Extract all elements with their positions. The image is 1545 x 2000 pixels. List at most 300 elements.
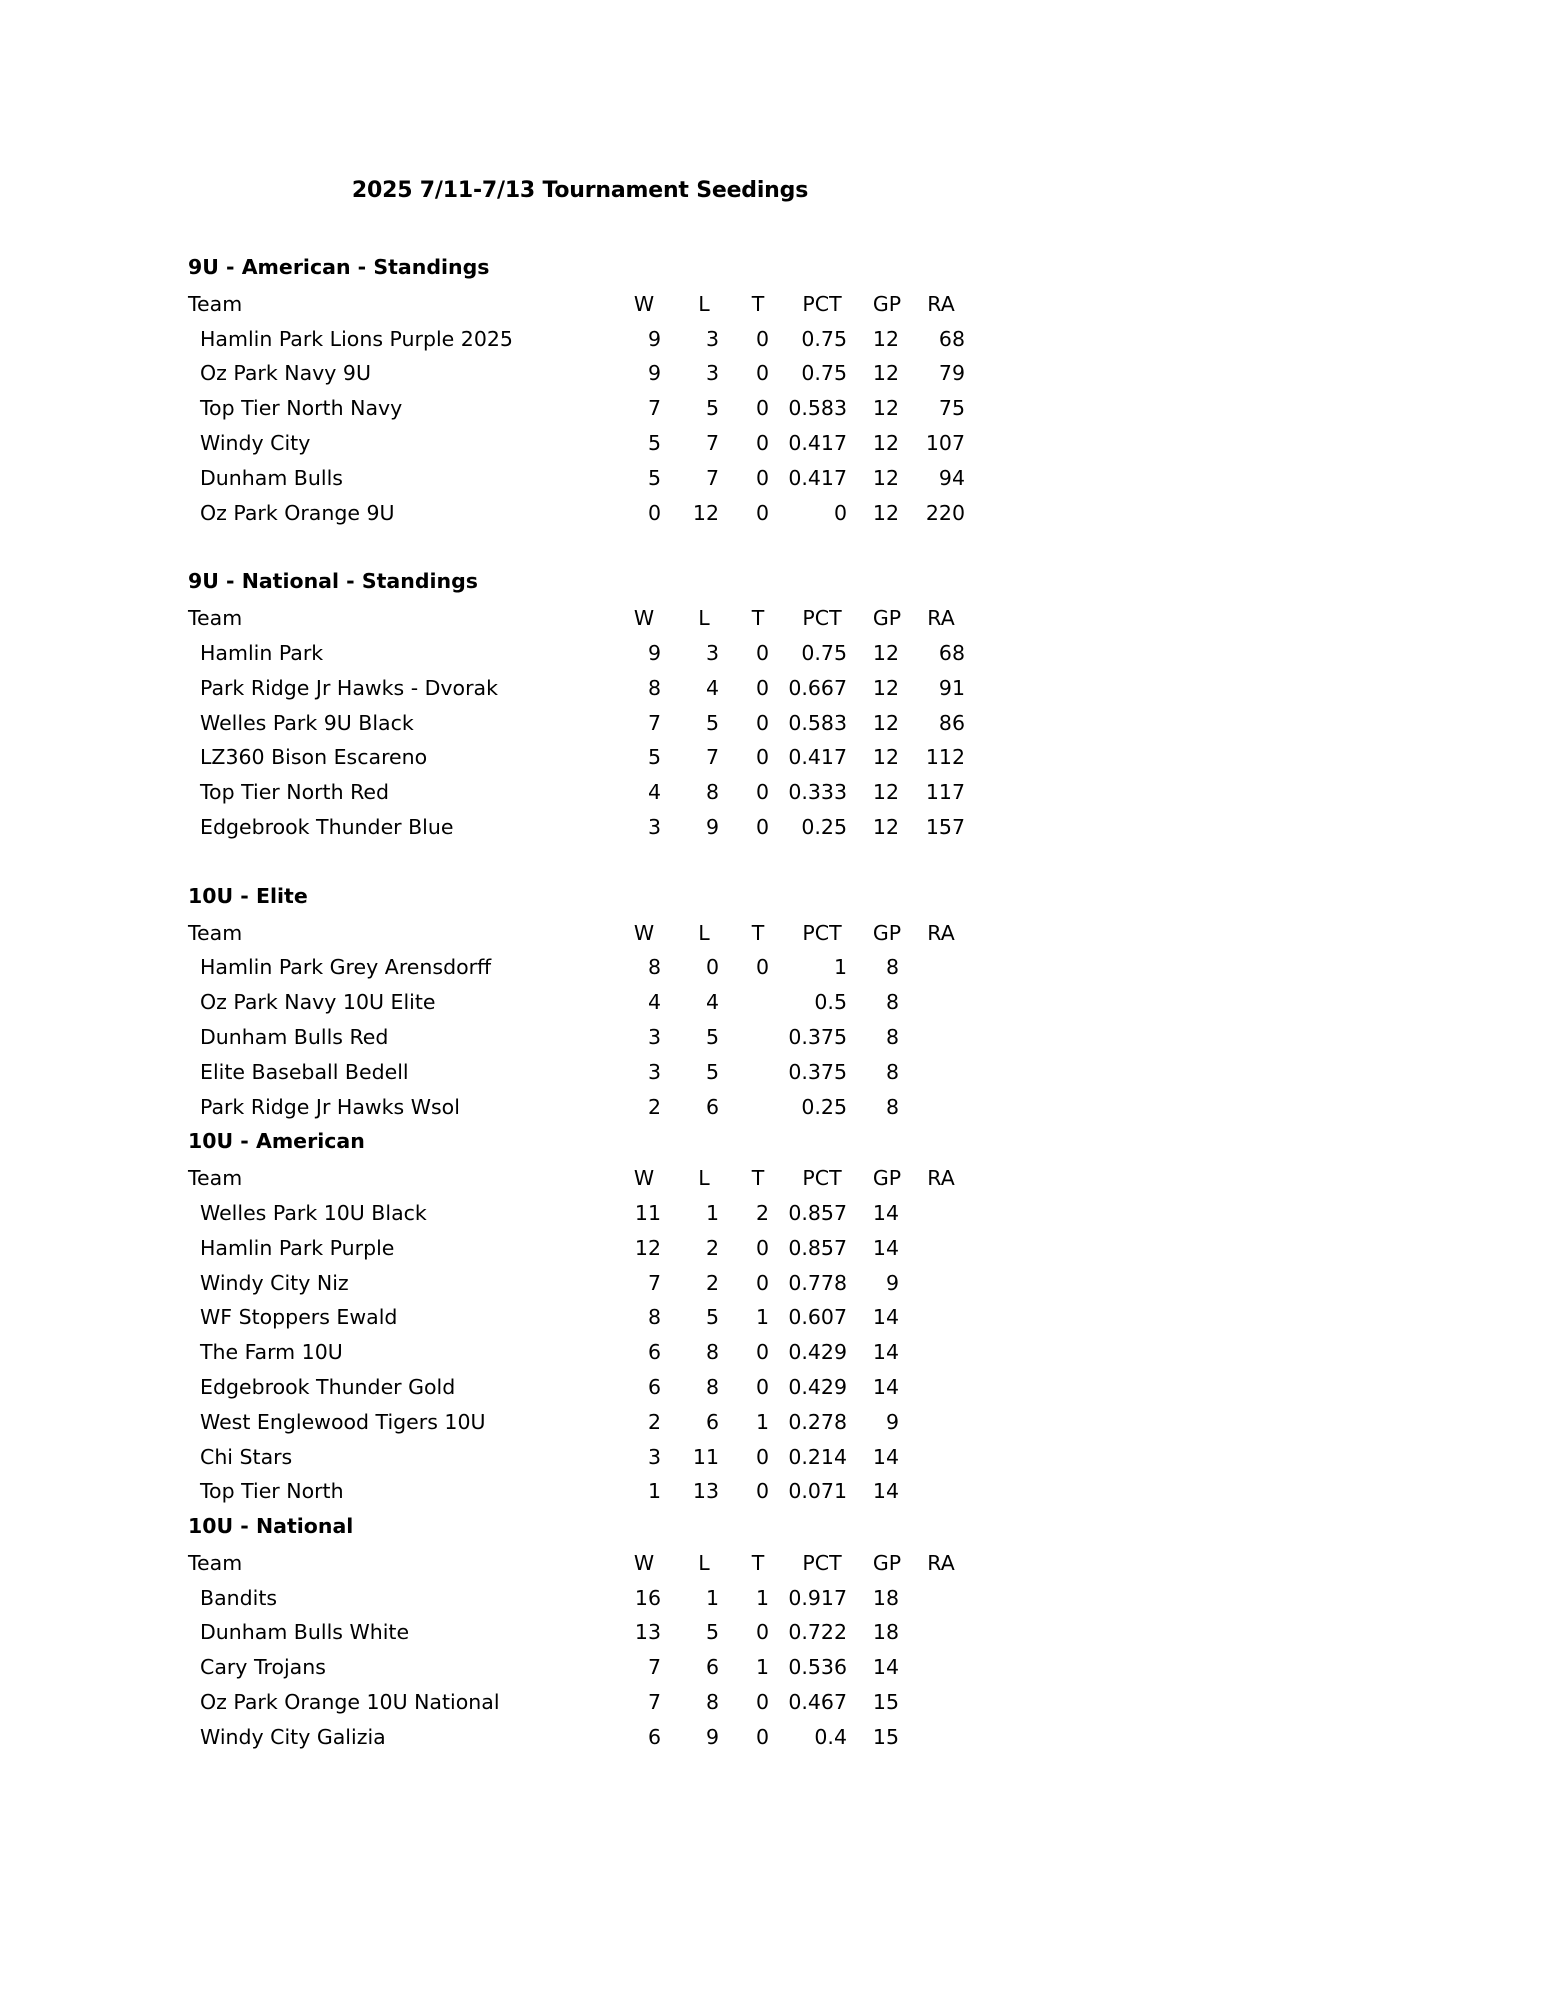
cell-gp: 8: [885, 1024, 899, 1049]
table-row: [188, 740, 969, 775]
cell-ra: [913, 1266, 969, 1301]
cell-l: 13: [692, 1479, 719, 1504]
cell-w: 5: [647, 465, 661, 490]
cell-pct: 0.375: [788, 1059, 847, 1084]
cell-gp: 8: [885, 1094, 899, 1119]
column-header-team: Team: [188, 1166, 243, 1191]
team-name: Park Ridge Jr Hawks - Dvorak: [200, 675, 498, 700]
cell-w: 2: [647, 1094, 661, 1119]
column-header-pct: PCT: [802, 920, 842, 945]
table-row: [188, 322, 969, 357]
cell-pct: 0.214: [788, 1444, 847, 1469]
table-row: [188, 985, 969, 1020]
cell-t: 0: [755, 1270, 769, 1295]
column-header-t: T: [751, 920, 765, 945]
table-row: [188, 1231, 969, 1266]
column-header-w: W: [633, 1550, 655, 1575]
cell-pct: 0.071: [788, 1479, 847, 1504]
cell-w: 0: [647, 500, 661, 525]
cell-team: [188, 1335, 613, 1370]
cell-gp: 14: [872, 1444, 899, 1469]
table-row: [188, 1581, 969, 1616]
cell-gp: 12: [872, 675, 899, 700]
cell-w: 16: [634, 1585, 661, 1610]
cell-ra: [913, 1615, 969, 1650]
cell-pct: 1: [833, 955, 847, 980]
table-row: [188, 1370, 969, 1405]
standings-table: [188, 1161, 969, 1509]
cell-l: 6: [705, 1409, 719, 1434]
cell-team: [188, 1474, 613, 1509]
cell-l: 9: [705, 1724, 719, 1749]
cell-ra: [913, 1300, 969, 1335]
cell-l: 7: [705, 430, 719, 455]
cell-gp: 12: [872, 326, 899, 351]
cell-t: 0: [755, 1690, 769, 1715]
column-header-pct: PCT: [802, 291, 842, 316]
cell-w: 6: [647, 1340, 661, 1365]
cell-gp: 15: [872, 1724, 899, 1749]
cell-ra: [913, 1685, 969, 1720]
cell-ra: [913, 1720, 969, 1755]
cell-gp: 18: [872, 1585, 899, 1610]
cell-l: 9: [705, 814, 719, 839]
cell-w: 9: [647, 326, 661, 351]
column-header-l: L: [698, 1550, 710, 1575]
cell-l: 7: [705, 745, 719, 770]
table-row: [188, 1196, 969, 1231]
cell-t: 0: [755, 675, 769, 700]
cell-ra: [913, 1196, 969, 1231]
team-name: Windy City Niz: [200, 1270, 349, 1295]
cell-pct: 0.278: [788, 1409, 847, 1434]
column-header-w: W: [633, 291, 655, 316]
table-row: [188, 1055, 969, 1090]
cell-team: [188, 636, 613, 671]
cell-team: [188, 1090, 613, 1125]
cell-l: 1: [705, 1200, 719, 1225]
cell-t: 0: [755, 1479, 769, 1504]
cell-l: 4: [705, 990, 719, 1015]
cell-gp: 12: [872, 710, 899, 735]
table-row: [188, 1020, 969, 1055]
column-header-team: Team: [188, 1550, 243, 1575]
team-name: Edgebrook Thunder Blue: [200, 814, 454, 839]
cell-ra: [913, 1335, 969, 1370]
cell-gp: 14: [872, 1374, 899, 1399]
cell-w: 6: [647, 1374, 661, 1399]
column-header-l: L: [698, 1166, 710, 1191]
cell-team: [188, 1581, 613, 1616]
cell-team: [188, 391, 613, 426]
cell-t: 2: [755, 1200, 769, 1225]
cell-team: [188, 1615, 613, 1650]
cell-pct: 0.75: [801, 640, 847, 665]
table-header-row: [188, 601, 969, 636]
cell-l: 4: [705, 675, 719, 700]
cell-ra: [913, 1581, 969, 1616]
cell-team: [188, 1685, 613, 1720]
cell-pct: 0.429: [788, 1374, 847, 1399]
cell-t: 1: [755, 1655, 769, 1680]
team-name: Top Tier North Red: [200, 780, 390, 805]
cell-t: 0: [755, 780, 769, 805]
cell-gp: 12: [872, 430, 899, 455]
cell-ra: [913, 1474, 969, 1509]
cell-gp: 12: [872, 500, 899, 525]
cell-gp: 12: [872, 814, 899, 839]
column-header-gp: GP: [872, 606, 902, 631]
cell-l: 2: [705, 1235, 719, 1260]
column-header-l: L: [698, 606, 710, 631]
cell-gp: 12: [872, 465, 899, 490]
team-name: Bandits: [200, 1585, 278, 1610]
cell-w: 3: [647, 1059, 661, 1084]
cell-gp: 12: [872, 780, 899, 805]
section-heading: 9U - National - Standings: [188, 569, 478, 594]
table-row: [188, 810, 969, 845]
cell-t: [733, 985, 783, 1020]
cell-pct: 0.75: [801, 361, 847, 386]
team-name: Top Tier North Navy: [200, 396, 403, 421]
cell-ra: [913, 1440, 969, 1475]
team-name: LZ360 Bison Escareno: [200, 745, 428, 770]
cell-pct: 0.25: [801, 1094, 847, 1119]
cell-l: 12: [692, 500, 719, 525]
cell-l: 7: [705, 465, 719, 490]
cell-team: [188, 1300, 613, 1335]
cell-team: [188, 426, 613, 461]
cell-l: 8: [705, 780, 719, 805]
team-name: Dunham Bulls White: [200, 1620, 410, 1645]
team-name: Top Tier North: [200, 1479, 344, 1504]
cell-t: 0: [755, 430, 769, 455]
cell-t: 1: [755, 1585, 769, 1610]
standings-section: [188, 879, 1368, 1125]
cell-ra: 157: [925, 814, 965, 839]
cell-team: [188, 706, 613, 741]
cell-w: 8: [647, 955, 661, 980]
cell-team: [188, 1231, 613, 1266]
table-row: [188, 496, 969, 531]
cell-l: 6: [705, 1094, 719, 1119]
cell-ra: [913, 1370, 969, 1405]
cell-w: 8: [647, 675, 661, 700]
cell-team: [188, 461, 613, 496]
cell-ra: 112: [925, 745, 965, 770]
cell-gp: 14: [872, 1655, 899, 1680]
cell-ra: [913, 1055, 969, 1090]
column-header-ra: RA: [927, 920, 955, 945]
column-header-w: W: [633, 920, 655, 945]
cell-ra: [913, 1231, 969, 1266]
column-header-gp: GP: [872, 1166, 902, 1191]
table-header-row: [188, 1546, 969, 1581]
cell-pct: 0.25: [801, 814, 847, 839]
cell-pct: 0.375: [788, 1024, 847, 1049]
team-name: Hamlin Park Lions Purple 2025: [200, 326, 513, 351]
cell-l: 3: [705, 640, 719, 665]
cell-w: 4: [647, 780, 661, 805]
cell-pct: 0.75: [801, 326, 847, 351]
cell-pct: 0.583: [788, 396, 847, 421]
cell-w: 12: [634, 1235, 661, 1260]
team-name: WF Stoppers Ewald: [200, 1305, 398, 1330]
standings-table: [188, 1546, 969, 1755]
cell-w: 6: [647, 1724, 661, 1749]
column-header-team: Team: [188, 920, 243, 945]
cell-ra: [913, 950, 969, 985]
section-spacer: [188, 845, 1368, 879]
cell-w: 7: [647, 710, 661, 735]
cell-t: 0: [755, 396, 769, 421]
cell-w: 9: [647, 640, 661, 665]
cell-gp: 14: [872, 1305, 899, 1330]
team-name: Park Ridge Jr Hawks Wsol: [200, 1094, 460, 1119]
cell-l: 3: [705, 326, 719, 351]
cell-w: 3: [647, 1444, 661, 1469]
cell-ra: [913, 1090, 969, 1125]
team-name: Dunham Bulls Red: [200, 1024, 389, 1049]
cell-w: 4: [647, 990, 661, 1015]
cell-l: 0: [705, 955, 719, 980]
cell-w: 7: [647, 1690, 661, 1715]
team-name: Welles Park 10U Black: [200, 1200, 427, 1225]
cell-l: 5: [705, 1024, 719, 1049]
standings-section: [188, 1124, 1368, 1509]
cell-team: [188, 1440, 613, 1475]
cell-t: 0: [755, 361, 769, 386]
team-name: The Farm 10U: [200, 1340, 343, 1365]
cell-pct: 0.333: [788, 780, 847, 805]
cell-ra: 75: [938, 396, 965, 421]
cell-team: [188, 1196, 613, 1231]
cell-ra: [913, 985, 969, 1020]
cell-team: [188, 775, 613, 810]
cell-t: 0: [755, 1444, 769, 1469]
cell-l: 5: [705, 1620, 719, 1645]
column-header-l: L: [698, 291, 710, 316]
cell-ra: 91: [938, 675, 965, 700]
cell-t: 0: [755, 500, 769, 525]
cell-t: 0: [755, 710, 769, 735]
cell-w: 7: [647, 1655, 661, 1680]
column-header-pct: PCT: [802, 1550, 842, 1575]
cell-t: [733, 1055, 783, 1090]
cell-t: 1: [755, 1409, 769, 1434]
cell-pct: 0.857: [788, 1235, 847, 1260]
column-header-l: L: [698, 920, 710, 945]
column-header-t: T: [751, 606, 765, 631]
table-row: [188, 1720, 969, 1755]
section-heading: 9U - American - Standings: [188, 255, 490, 279]
column-header-ra: RA: [927, 291, 955, 316]
team-name: Chi Stars: [200, 1444, 293, 1469]
cell-w: 3: [647, 1024, 661, 1049]
cell-l: 2: [705, 1270, 719, 1295]
cell-pct: 0.5: [814, 990, 847, 1015]
table-row: [188, 1300, 969, 1335]
cell-l: 8: [705, 1340, 719, 1365]
table-row: [188, 391, 969, 426]
table-header-row: [188, 916, 969, 951]
cell-ra: [913, 1405, 969, 1440]
team-name: Hamlin Park Purple: [200, 1235, 395, 1260]
cell-l: 8: [705, 1374, 719, 1399]
cell-gp: 14: [872, 1479, 899, 1504]
cell-ra: 86: [938, 710, 965, 735]
column-header-team: Team: [188, 606, 243, 631]
standings-section: [188, 250, 1368, 530]
cell-w: 9: [647, 361, 661, 386]
table-row: [188, 671, 969, 706]
cell-gp: 12: [872, 745, 899, 770]
cell-t: 0: [755, 955, 769, 980]
column-header-w: W: [633, 606, 655, 631]
column-header-ra: RA: [927, 1166, 955, 1191]
cell-t: [733, 1090, 783, 1125]
cell-t: 0: [755, 1235, 769, 1260]
cell-t: 0: [755, 1724, 769, 1749]
cell-pct: 0.467: [788, 1690, 847, 1715]
column-header-pct: PCT: [802, 606, 842, 631]
table-row: [188, 636, 969, 671]
cell-l: 5: [705, 1305, 719, 1330]
cell-l: 5: [705, 396, 719, 421]
cell-pct: 0.722: [788, 1620, 847, 1645]
standings-table: [188, 916, 969, 1125]
table-row: [188, 1440, 969, 1475]
cell-pct: 0.417: [788, 465, 847, 490]
cell-w: 3: [647, 814, 661, 839]
cell-gp: 12: [872, 361, 899, 386]
table-row: [188, 950, 969, 985]
team-name: Dunham Bulls: [200, 465, 343, 490]
cell-pct: 0.536: [788, 1655, 847, 1680]
column-header-gp: GP: [872, 291, 902, 316]
cell-ra: [913, 1020, 969, 1055]
cell-pct: 0.417: [788, 745, 847, 770]
table-header-row: [188, 287, 969, 322]
section-heading: 10U - Elite: [188, 883, 308, 908]
cell-l: 8: [705, 1690, 719, 1715]
cell-team: [188, 1650, 613, 1685]
table-row: [188, 1335, 969, 1370]
column-header-gp: GP: [872, 1550, 902, 1575]
cell-w: 2: [647, 1409, 661, 1434]
table-row: [188, 1405, 969, 1440]
cell-ra: 220: [925, 500, 965, 525]
cell-team: [188, 1720, 613, 1755]
column-header-t: T: [751, 291, 765, 316]
team-name: Windy City Galizia: [200, 1724, 386, 1749]
cell-team: [188, 1055, 613, 1090]
table-row: [188, 706, 969, 741]
cell-l: 6: [705, 1655, 719, 1680]
table-row: [188, 356, 969, 391]
column-header-pct: PCT: [802, 1166, 842, 1191]
cell-pct: 0.857: [788, 1200, 847, 1225]
table-row: [188, 1685, 969, 1720]
cell-gp: 14: [872, 1340, 899, 1365]
section-heading: 10U - American: [188, 1129, 365, 1154]
team-name: Oz Park Navy 10U Elite: [200, 990, 436, 1015]
cell-w: 11: [634, 1200, 661, 1225]
column-header-t: T: [751, 1166, 765, 1191]
team-name: West Englewood Tigers 10U: [200, 1409, 486, 1434]
cell-l: 3: [705, 361, 719, 386]
cell-pct: 0.583: [788, 710, 847, 735]
cell-team: [188, 496, 613, 531]
cell-team: [188, 356, 613, 391]
cell-t: 0: [755, 326, 769, 351]
cell-w: 7: [647, 1270, 661, 1295]
table-row: [188, 1266, 969, 1301]
column-header-w: W: [633, 1166, 655, 1191]
column-header-team: Team: [188, 291, 243, 316]
table-row: [188, 461, 969, 496]
page-title: 2025 7/11-7/13 Tournament Seedings: [351, 178, 809, 203]
cell-w: 5: [647, 745, 661, 770]
cell-gp: 9: [885, 1409, 899, 1434]
column-header-t: T: [751, 1550, 765, 1575]
standings-section: [188, 564, 1368, 844]
section-spacer: [188, 530, 1368, 564]
cell-pct: 0.4: [814, 1724, 847, 1749]
cell-t: 0: [755, 640, 769, 665]
cell-w: 5: [647, 430, 661, 455]
cell-ra: 79: [938, 361, 965, 386]
team-name: Oz Park Navy 9U: [200, 361, 371, 386]
table-row: [188, 426, 969, 461]
team-name: Welles Park 9U Black: [200, 710, 414, 735]
cell-ra: 107: [925, 430, 965, 455]
cell-t: 0: [755, 1620, 769, 1645]
table-row: [188, 1615, 969, 1650]
standings-table: [188, 601, 969, 845]
team-name: Oz Park Orange 9U: [200, 500, 395, 525]
cell-w: 8: [647, 1305, 661, 1330]
cell-team: [188, 1405, 613, 1440]
cell-gp: 8: [885, 1059, 899, 1084]
cell-team: [188, 671, 613, 706]
cell-pct: 0.778: [788, 1270, 847, 1295]
team-name: Windy City: [200, 430, 311, 455]
cell-ra: 94: [938, 465, 965, 490]
cell-t: 1: [755, 1305, 769, 1330]
cell-t: 0: [755, 1374, 769, 1399]
cell-team: [188, 740, 613, 775]
table-row: [188, 775, 969, 810]
team-name: Oz Park Orange 10U National: [200, 1690, 500, 1715]
column-header-ra: RA: [927, 1550, 955, 1575]
cell-gp: 14: [872, 1235, 899, 1260]
cell-t: 0: [755, 814, 769, 839]
team-name: Edgebrook Thunder Gold: [200, 1374, 456, 1399]
column-header-ra: RA: [927, 606, 955, 631]
cell-ra: 68: [938, 640, 965, 665]
team-name: Cary Trojans: [200, 1655, 326, 1680]
cell-l: 11: [692, 1444, 719, 1469]
cell-team: [188, 322, 613, 357]
cell-w: 7: [647, 396, 661, 421]
cell-pct: 0.917: [788, 1585, 847, 1610]
cell-w: 1: [647, 1479, 661, 1504]
cell-w: 13: [634, 1620, 661, 1645]
cell-pct: 0: [833, 500, 847, 525]
team-name: Hamlin Park Grey Arensdorff: [200, 955, 492, 980]
cell-t: 0: [755, 465, 769, 490]
